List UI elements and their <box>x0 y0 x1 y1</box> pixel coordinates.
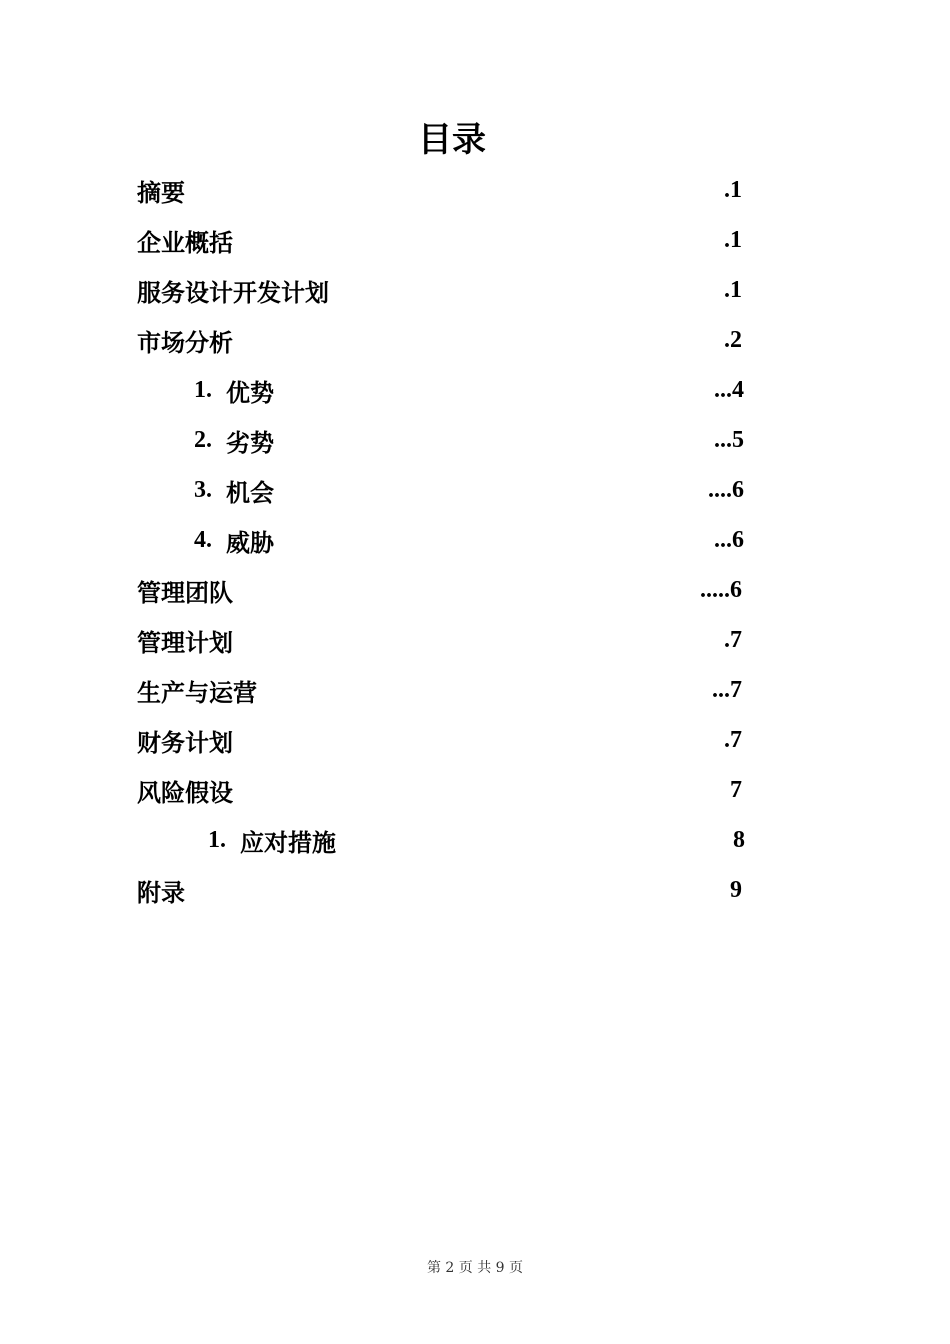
toc-entry-threats[interactable] <box>194 515 744 565</box>
toc-entry-number: 2. <box>194 426 212 453</box>
toc-entry-text: 管理团队 <box>137 578 233 607</box>
toc-entry-number: 1. <box>208 826 226 853</box>
dot-leader <box>259 678 710 702</box>
toc-entry-text: 优势 <box>226 378 274 407</box>
toc-page-number: ...4 <box>714 376 744 403</box>
toc-entry-company-overview[interactable] <box>137 215 742 265</box>
toc-page-number: .7 <box>724 626 742 653</box>
dot-leader <box>235 778 728 802</box>
toc-entry-text: 摘要 <box>137 178 185 207</box>
toc-page-number: ...7 <box>712 676 742 703</box>
toc-page-number: ...6 <box>714 526 744 553</box>
toc-page-number: .2 <box>724 326 742 353</box>
toc-entry-weaknesses[interactable] <box>194 415 744 465</box>
toc-entry-text: 生产与运营 <box>137 678 257 707</box>
toc-entry-risk-assumptions[interactable] <box>137 765 742 815</box>
dot-leader <box>276 528 712 552</box>
toc-entry-text: 管理计划 <box>137 628 233 657</box>
toc-entry-service-design[interactable] <box>137 265 742 315</box>
toc-page-number: .7 <box>724 726 742 753</box>
toc-entry-text: 企业概括 <box>137 228 233 257</box>
toc-page-number: .1 <box>724 226 742 253</box>
toc-entry-management-team[interactable] <box>137 565 742 615</box>
toc-entry-text: 风险假设 <box>137 778 233 807</box>
toc-entry-production-operations[interactable] <box>137 665 742 715</box>
toc-page-number: .....6 <box>700 576 742 603</box>
toc-entry-text: 附录 <box>137 878 185 907</box>
dot-leader <box>331 278 722 302</box>
dot-leader <box>235 728 722 752</box>
toc-entry-text: 劣势 <box>226 428 274 457</box>
toc-entry-management-plan[interactable] <box>137 615 742 665</box>
page-footer: 第 2 页 共 9 页 <box>426 1260 524 1276</box>
toc-page-number: .1 <box>724 176 742 203</box>
toc-entry-abstract[interactable] <box>137 165 742 215</box>
toc-entry-text: 威胁 <box>226 528 274 557</box>
toc-entry-text: 市场分析 <box>137 328 233 357</box>
dot-leader <box>235 628 722 652</box>
toc-entry-appendix[interactable] <box>137 865 742 915</box>
dot-leader <box>187 178 722 202</box>
dot-leader <box>235 228 722 252</box>
toc-entry-financial-plan[interactable] <box>137 715 742 765</box>
toc-page-number: 9 <box>730 876 742 903</box>
toc-page-number: 8 <box>733 826 745 853</box>
dot-leader <box>276 378 712 402</box>
toc-entry-number: 3. <box>194 476 212 503</box>
toc-page-number: .1 <box>724 276 742 303</box>
toc-entry-opportunities[interactable] <box>194 465 744 515</box>
dot-leader <box>276 478 706 502</box>
toc-page-number: ...5 <box>714 426 744 453</box>
toc-entry-number: 4. <box>194 526 212 553</box>
toc-page-number: 7 <box>730 776 742 803</box>
toc-entry-text: 财务计划 <box>137 728 233 757</box>
dot-leader <box>235 578 698 602</box>
toc-entry-countermeasures[interactable] <box>208 815 745 865</box>
dot-leader <box>187 878 728 902</box>
dot-leader <box>235 328 722 352</box>
toc-page-number: ....6 <box>708 476 744 503</box>
page-title: 目录 <box>418 120 486 160</box>
toc-entry-text: 应对措施 <box>240 828 336 857</box>
toc-entry-market-analysis[interactable] <box>137 315 742 365</box>
toc-entry-strengths[interactable] <box>194 365 744 415</box>
toc-entry-text: 服务设计开发计划 <box>137 278 329 307</box>
toc-entry-text: 机会 <box>226 478 274 507</box>
dot-leader <box>276 428 712 452</box>
dot-leader <box>338 828 731 852</box>
toc-entry-number: 1. <box>194 376 212 403</box>
